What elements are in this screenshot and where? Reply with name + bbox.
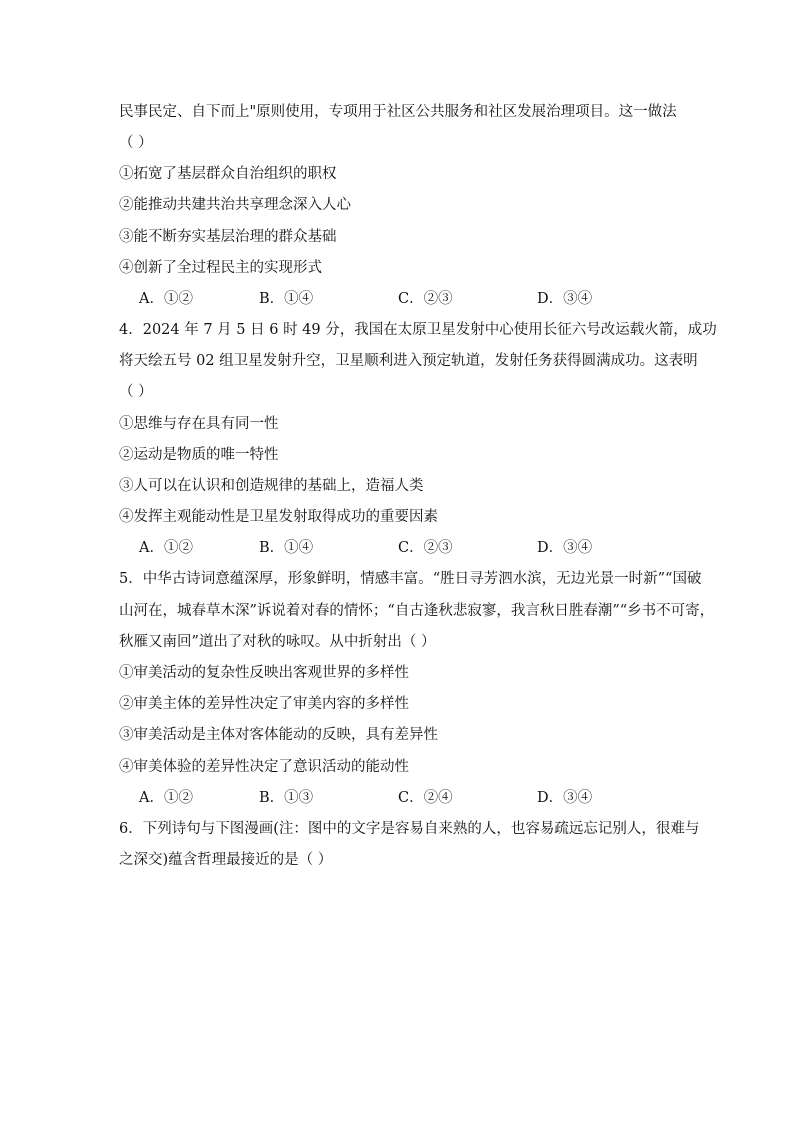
q5-statement-2: ②审美主体的差异性决定了审美内容的多样性	[119, 696, 409, 712]
q5-stem-line2: 山河在，城春草木深”诉说着对春的情怀；“自古逢秋悲寂寥，我言秋日胜春潮”“乡书不可寄，	[119, 603, 715, 619]
q4-option-c: C．②③	[398, 540, 453, 556]
q3-statement-4: ④创新了全过程民主的实现形式	[119, 260, 322, 276]
q4-statement-4: ④发挥主观能动性是卫星发射取得成功的重要因素	[119, 509, 438, 525]
q3-options	[139, 289, 699, 309]
q5-statement-1: ①审美活动的复杂性反映出客观世界的多样性	[119, 665, 409, 681]
q4-stem-line2: 将天绘五号 02 组卫星发射升空，卫星顺利进入预定轨道，发射任务获得圆满成功。这表明	[119, 353, 698, 369]
q4-option-a: A．①②	[139, 540, 193, 556]
q3-statement-1: ①拓宽了基层群众自治组织的职权	[119, 166, 337, 182]
q5-option-d: D．③④	[537, 790, 593, 806]
q5-stem-line1: 5．中华古诗词意蕴深厚，形象鲜明，情感丰富。“胜日寻芳泗水滨，无边光景一时新”“国破	[119, 571, 702, 587]
q5-statement-3: ③审美活动是主体对客体能动的反映，具有差异性	[119, 727, 438, 743]
q5-option-c: C．②④	[398, 790, 453, 806]
q5-option-a: A．①②	[139, 790, 193, 806]
q3-option-b: B．①④	[259, 291, 314, 307]
q3-stem-line1: 民事民定、自下而上"原则使用，专项用于社区公共服务和社区发展治理项目。这一做法	[119, 104, 677, 120]
q4-statement-2: ②运动是物质的唯一特性	[119, 447, 279, 463]
q4-statement-3: ③人可以在认识和创造规律的基础上，造福人类	[119, 478, 424, 494]
q5-statement-4: ④审美体验的差异性决定了意识活动的能动性	[119, 759, 409, 775]
q5-option-b: B．①③	[259, 790, 314, 806]
q5-stem-line3: 秋雁又南回”道出了对秋的咏叹。从中折射出（ ）	[119, 634, 436, 650]
q4-option-d: D．③④	[537, 540, 593, 556]
q3-option-d: D．③④	[537, 291, 593, 307]
q4-statement-1: ①思维与存在具有同一性	[119, 416, 279, 432]
q4-option-b: B．①④	[259, 540, 314, 556]
q3-statement-2: ②能推动共建共治共享理念深入人心	[119, 197, 351, 213]
q3-option-a: A．①②	[139, 291, 193, 307]
q3-option-c: C．②③	[398, 291, 453, 307]
q3-statement-3: ③能不断夯实基层治理的群众基础	[119, 229, 337, 245]
q6-stem-line2: 之深交)蕴含哲理最接近的是（ ）	[119, 852, 333, 868]
q4-answer-paren: （ ）	[119, 384, 153, 400]
q5-options	[139, 788, 699, 808]
q3-answer-paren: （ ）	[119, 135, 153, 151]
q4-options	[139, 538, 699, 558]
q4-stem-line1: 4．2024 年 7 月 5 日 6 时 49 分，我国在太原卫星发射中心使用长征六号改运载火箭，成功	[119, 322, 717, 338]
q6-stem-line1: 6．下列诗句与下图漫画(注：图中的文字是容易自来熟的人，也容易疏远忘记别人，很难与	[119, 821, 700, 837]
